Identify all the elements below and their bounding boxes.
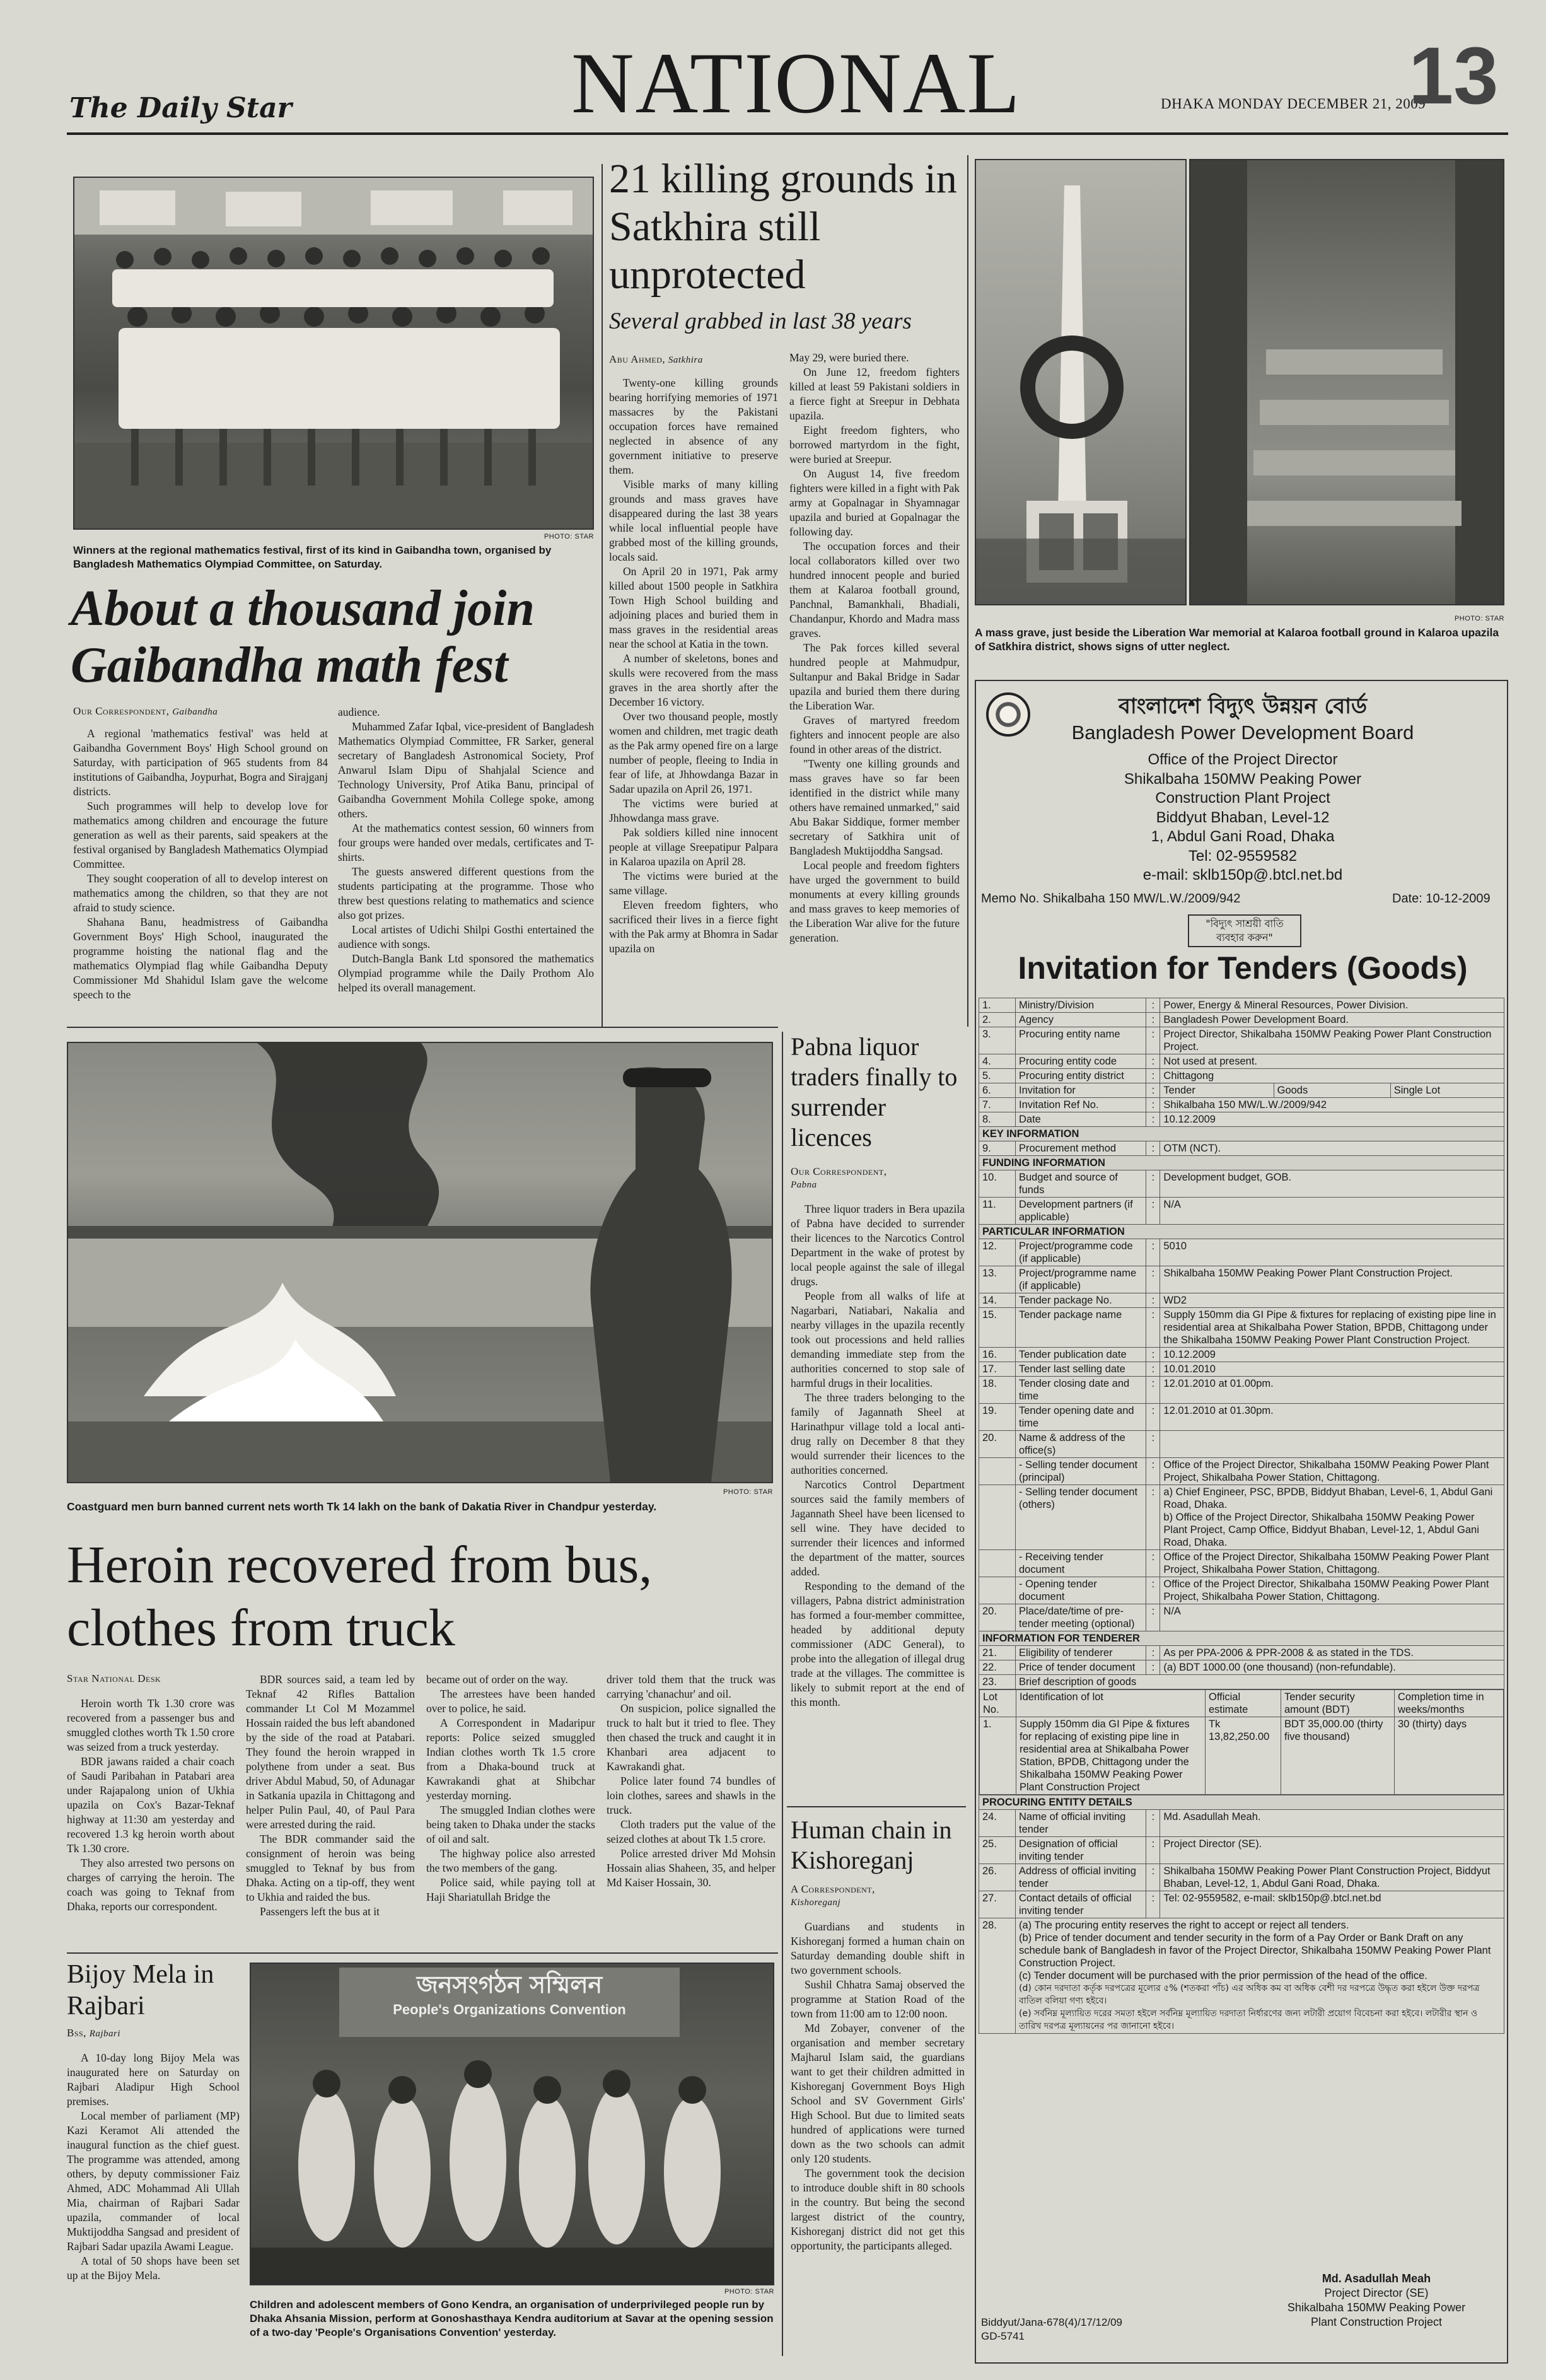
tender-row: 5. Procuring entity district : Chittagong <box>979 1069 1504 1083</box>
humanchain-headline: Human chain in Kishoreganj <box>791 1816 952 1874</box>
tender-row: 22. Price of tender document : (a) BDT 1000.00 (one thousand) (non-refundable). <box>979 1660 1504 1675</box>
dateline: DHAKA MONDAY DECEMBER 21, 2009 <box>1161 96 1426 112</box>
math-fest-photo <box>73 177 594 530</box>
tender-row: 15. Tender package name : Supply 150mm dia GI Pipe & fixtures for replacing of existing pipe line in residential area at Shikalbaha Power Station, BPDB, Chittagong under the Shikalbaha 150MW Peaking Power Plant Construction Project. <box>979 1308 1504 1348</box>
memorial-photo <box>975 159 1187 605</box>
tender-date: Date: 10-12-2009 <box>1392 892 1491 906</box>
humanchain-col: Guardians and students in Kishoreganj formed a human chain on Saturday demanding double shift in two government schools. Sushil Chhatra Samaj observed the programme at Station Road of the town from 11:00 am to 12:00 noon. Md Zobayer, convener of the organisation and member secretary Majharul Islam said, the guardians want to get their children admitted in Kishoreganj Government Boys High School and SV Government Girls' High School. But due to limited seats hundred of applications were turned down as the two schools can admit only 120 students. The government took the decision to introduce double shift in 80 schools in the country. But being the second largest district of the country, Kishoreganj district did not get this opportunity, the participants alleged. <box>791 1920 965 2252</box>
mass-grave-credit: PHOTO: STAR <box>1454 615 1504 622</box>
pabna-headline: Pabna liquor traders finally to surrender licences <box>791 1032 958 1152</box>
tender-row: 26. Address of official inviting tender : Shikalbaha 150MW Peaking Power Plant Construction Project, Biddyut Bhaban, Level-12, 1, Abdul Gani Road, Dhaka. <box>979 1864 1504 1891</box>
convention-credit: PHOTO: STAR <box>724 2288 774 2295</box>
heroin-col-3: became out of order on the way. The arrestees have been handed over to police, he said. A Correspondent in Madaripur reports: Police seized smuggled Indian clothes worth Tk 1.5 crore from a Dhaka-bound truck at Kawrakandi ghat at Shibchar yesterday morning. The smuggled Indian clothes were being taken to Dhaka under the stacks of oil and salt. The highway police also arrested the two members of the gang. Police said, while paying toll at Haji Shariatullah Bridge the <box>426 1673 595 1903</box>
humanchain-byline: A Correspondent, Kishoreganj <box>791 1883 875 1908</box>
math-headline <box>71 580 600 694</box>
tender-row: 3. Procuring entity name : Project Director, Shikalbaha 150MW Peaking Power Plant Construction Project. <box>979 1027 1504 1054</box>
tender-advert <box>975 680 1508 2364</box>
heroin-headline-line2: clothes from truck <box>67 1599 455 1657</box>
rule-col-divider-2 <box>967 155 968 1027</box>
tender-slogan: "বিদ্যুৎ সাশ্রয়ী বাতি ব্যবহার করুন" <box>1188 914 1301 947</box>
tender-table-wrap <box>979 998 1504 2034</box>
satkhira-subhead: Several grabbed in last 38 years <box>609 308 912 334</box>
tender-row: 11. Development partners (if applicable) : N/A <box>979 1198 1504 1225</box>
students-illustration <box>74 178 593 528</box>
tender-row: 9. Procurement method : OTM (NCT). <box>979 1141 1504 1156</box>
tender-table <box>979 998 1504 2034</box>
tender-memo: Memo No. Shikalbaha 150 MW/L.W./2009/942 <box>981 892 1241 906</box>
rule-math-bottom <box>67 1027 778 1028</box>
math-col-2: audience. Muhammed Zafar Iqbal, vice-president of Bangladesh Mathematics Olympiad Committee, FR Sarker, general secretary of Bangladesh Astronomical Society, Prof Anwarul Islam Dipu of Shahjalal Science and Technology University, Prof Atika Banu, principal of Gaibandha Government Mohila College spoke, among others. At the mathematics contest session, 60 winners from four groups were handed over medals, certificates and T-shirts. The guests answered different questions from the students participating at the programme. Those who threw best questions relating to mathematics and science also got prizes. Local artistes of Udichi Shilpi Gosthi entertained the audience with songs. Dutch-Bangla Bank Ltd sponsored the mathematics Olympiad programme while the Daily Prothom Alo helped its overall management. <box>338 706 594 994</box>
tender-org-bn: বাংলাদেশ বিদ্যুৎ উন্নয়ন বোর্ড <box>1118 694 1368 719</box>
mass-grave-photo <box>1189 159 1504 605</box>
sec-tenderer: INFORMATION FOR TENDERER <box>979 1631 1504 1646</box>
masthead <box>67 25 1508 132</box>
rule-col-divider-3 <box>782 1032 783 2356</box>
tender-row-6: 6. Invitation for : Tender Goods Single Lot <box>979 1083 1504 1098</box>
sec-part: PARTICULAR INFORMATION <box>979 1225 1504 1239</box>
tender-row: 20. Name & address of the office(s) : <box>979 1431 1504 1458</box>
tender-signer: Md. Asadullah Meah Project Director (SE) Shikalbaha 150MW Peaking Power Plant Construction Project <box>1287 2272 1466 2328</box>
mass-grave-caption: A mass grave, just beside the Liberation War memorial at Kalaroa football ground in Kalaroa upazila of Satkhira district, shows signs of utter neglect. <box>975 626 1499 653</box>
tender-row-23: 23. Brief description of goods <box>979 1675 1504 1689</box>
masthead-rule <box>67 132 1508 135</box>
satkhira-col-1: Twenty-one killing grounds bearing horrifying memories of 1971 massacres by the Pakistani occupation forces have remained neglected in absence of any government initiative to preserve them. Visible marks of many killing grounds and mass graves have disappeared during the last 38 years while local influential people have grabbed most of the killing grounds, locals said. On April 20 in 1971, Pak army killed about 1500 people in Satkhira Town High School building and adjoining places and buried them in mass graves in the residential areas near the school at Katia in the town. A number of skeletons, bones and skulls were recovered from the mass graves in the area shortly after the December 16 victory. Over two thousand people, mostly women and children, met tragic death as the Pak army opened fire on a large number of people, fleeing to India in fear of life, at Jhhowdanga Bazar in Sadar upazila on April 26, 1971. The victims were buried at Jhhowdanga mass grave. Pak soldiers killed nine innocent people at village Sreepatipur Palpara in Kalaroa upazila on April 28. The victims were buried at the same village. Eleven freedom fighters, who sacrificed their lives in a fierce fight with the Pak army at Bhomra in Sadar upazila on <box>609 376 778 955</box>
convention-banner-en: People's Organizations Convention <box>393 2002 626 2017</box>
dancers-illustration <box>251 2039 773 2284</box>
math-byline: Our Correspondent, Gaibandha <box>73 705 218 717</box>
tender-row: 7. Invitation Ref No. : Shikalbaha 150 MW/L.W./2009/942 <box>979 1098 1504 1112</box>
tender-row: - Selling tender document (principal) : Office of the Project Director, Shikalbaha 150MW Peaking Power Plant Project, Shikalbaha Power Station, Chittagong. <box>979 1458 1504 1485</box>
satkhira-headline: 21 killing grounds in Satkhira still unprotected <box>609 156 957 298</box>
tender-gd: Biddyut/Jana-678(4)/17/12/09 GD-5741 <box>981 2316 1122 2342</box>
tender-org-en: Bangladesh Power Development Board <box>1071 721 1414 744</box>
section-title: NATIONAL <box>571 35 1021 131</box>
rule-heroin-bottom <box>67 1952 778 1954</box>
tender-address: Office of the Project Director Shikalbaha 150MW Peaking Power Construction Plant Project Biddyut Bhaban, Level-12 1, Abdul Gani Road, Dhaka Tel: 02-9559582 e-mail: sklb150p@.btcl.net.bd <box>1124 751 1362 884</box>
tender-row: 18. Tender closing date and time : 12.01.2010 at 01.00pm. <box>979 1377 1504 1404</box>
satkhira-byline: Abu Ahmed, Satkhira <box>609 353 703 365</box>
tender-row: 20. Place/date/time of pre-tender meeting (optional) : N/A <box>979 1604 1504 1631</box>
tender-row-28: 28. (a) The procuring entity reserves the right to accept or reject all tenders. (b) Price of tender document and tender security in the form of a Pay Order or Bank Draft on any schedule bank of Bangladesh in favor of the Project Director, Shikalbaha 150MW Peaking Power Plant Construction Project. (c) Tender document will be purchased with the prior permission of the head of the office. (d) কোন দরদাতা কর্তৃক দরপত্রের মূল্যের ৫% (শতকরা পাঁচ) এর অধিক কম বা অধিক বেশী দর দরপত্রে উদ্ধৃত করা হইলে উক্ত দরপত্র বাতিল বলিয়া গণ্য হইবে। (e) সর্বনিম্ন মূল্যায়িত দরের সমতা হইলে সর্বনিম্ন মূল্যায়িত দরদাতা নির্ধারণের জন্য লটারী প্রয়োগ বিবেচনা করা হইবে। লটারীর স্থান ও তারিখ দরপত্র মূল্যায়নের পর জানানো হইবে। <box>979 1918 1504 2034</box>
bijoy-col: A 10-day long Bijoy Mela was inaugurated here on Saturday on Rajbari Aladipur High School premises. Local member of parliament (MP) Kazi Keramot Ali attended the inaugural function as the chief guest. The programme was attended, among others, by deputy commissioner Faiz Ahmed, ADC Mohammad Ali Ullah Mia, chairman of Rajbari Sadar upazila, commander of local Muktijoddha Sangsad and president of Rajbari Sadar upazila Awami League. A total of 50 shops have been set up at the Bijoy Mela. <box>67 2051 240 2282</box>
tender-row: - Receiving tender document : Office of the Project Director, Shikalbaha 150MW Peaking Power Plant Project, Shikalbaha Power Station, Chittagong. <box>979 1550 1504 1577</box>
heroin-col-4: driver told them that the truck was carrying 'chanachur' and oil. On suspicion, police signalled the truck to halt but it tried to flee. They then chased the truck and caught it in Khanbari area adjacent to Kawrakandi ghat. Police later found 74 bundles of loin clothes, sarees and shawls in the truck. Cloth traders put the value of the seized clothes at about Tk 1.5 crore. Police arrested driver Md Mohsin Hossain alias Shaheen, 35, and helper Md Kaiser Hossain, 30. <box>607 1673 776 1889</box>
tender-row: 13. Project/programme name (if applicable) : Shikalbaha 150MW Peaking Power Plant Construction Project. <box>979 1266 1504 1293</box>
coastguard-photo <box>67 1042 773 1483</box>
convention-caption: Children and adolescent members of Gono Kendra, an organisation of underprivileged people run by Dhaka Ahsania Mission, perform at Gonoshasthaya Kendra auditorium at Savar at the opening session of a two-day 'People's Organisations Convention' yesterday. <box>250 2299 774 2338</box>
rule-col-divider-1 <box>602 164 603 1027</box>
memorial-illustration <box>976 160 1185 604</box>
convention-photo <box>250 1963 774 2285</box>
math-photo-credit: PHOTO: STAR <box>543 533 594 540</box>
sec-entity: PROCURING ENTITY DETAILS <box>979 1795 1504 1810</box>
pabna-col: Three liquor traders in Bera upazila of Pabna have decided to surrender their licences to the Narcotics Control Department in the wake of protest by local people against the sale of illegal drugs. People from all walks of life at Nagarbari, Natiabari, Nakalia and nearby villages in the upazila recently took out processions and held rallies demanding immediate step from the authorities concerned to stop sale of harmful drugs in their localities. The three traders belonging to the family of Jagannath Sheel at Harinathpur village told a local anti-drug rally on December 8 that they would surrender their licences to the authorities concerned. Narcotics Control Department sources said the family members of Jagannath Sheel have been licensed to sell wine. They have decided to surrender their licences and informed the department of the matter, sources added. Responding to the demand of the villagers, Pabna district administration has formed a four-member committee, headed by additional deputy commissioner (ADC General), to probe into the allegation of illegal drug trade at the villages. The committee is likely to submit report at the end of this month. <box>791 1203 965 1708</box>
tender-row: - Opening tender document : Office of the Project Director, Shikalbaha 150MW Peaking Power Plant Project, Shikalbaha Power Station, Chittagong. <box>979 1577 1504 1604</box>
tender-row: 27. Contact details of official inviting tender : Tel: 02-9559582, e-mail: sklb150p@.btcl.net.bd <box>979 1891 1504 1918</box>
tender-row: 17. Tender last selling date : 10.01.2010 <box>979 1362 1504 1377</box>
tender-row: - Selling tender document (others) : a) Chief Engineer, PSC, BPDB, Biddyut Bhaban, Level-6, 1, Abdul Gani Road, Dhaka. b) Office of the Project Director, Shikalbaha 150MW Peaking Power Plant Project, Camp Office, Biddyut Bhaban, Level-12, 1, Abdul Gani Road, Dhaka. <box>979 1485 1504 1550</box>
tender-row: 21. Eligibility of tenderer : As per PPA-2006 & PPR-2008 & as stated in the TDS. <box>979 1646 1504 1660</box>
tender-row: 2. Agency : Bangladesh Power Development Board. <box>979 1013 1504 1027</box>
convention-banner <box>339 1968 680 2037</box>
math-headline-line2: Gaibandha math fest <box>71 638 508 693</box>
heroin-headline-line1: Heroin recovered from bus, <box>67 1536 653 1594</box>
coastguard-credit: PHOTO: STAR <box>723 1488 773 1496</box>
heroin-byline: Star National Desk <box>67 1672 161 1684</box>
neglected-grave-illustration <box>1190 160 1503 604</box>
rule-pabna-bottom <box>787 1806 966 1807</box>
burning-nets-illustration <box>68 1043 772 1482</box>
tender-row: 25. Designation of official inviting tender : Project Director (SE). <box>979 1837 1504 1864</box>
tender-row: 16. Tender publication date : 10.12.2009 <box>979 1348 1504 1362</box>
bijoy-byline: Bss, Rajbari <box>67 2027 121 2039</box>
lot-table: Lot No. Identification of lot Official estimate Tender security amount (BDT) Completion time in weeks/months 1. Supply 150mm dia GI Pipe & fixtures for replacing of existing pipe line in residential area at Shikalbaha Power Station, BPDB, Chittagong under the Shikalbaha 150MW Peaking Power Plant Construction Project Tk 13,82,250.00 BDT 35,000.00 (thirty five thousand) 30 (thirty) days <box>979 1689 1504 1795</box>
pabna-byline: Our Correspondent, Pabna <box>791 1165 887 1190</box>
tender-row: 4. Procuring entity code : Not used at present. <box>979 1054 1504 1069</box>
tender-row: 10. Budget and source of funds : Development budget, GOB. <box>979 1170 1504 1198</box>
satkhira-col-2: May 29, were buried there. On June 12, freedom fighters killed at least 59 Pakistani soldiers in a fierce fight at Sreepur in Debhata upazila. Eight freedom fighters, who borrowed martyrdom in the fight, were buried at Sreepur. On August 14, five freedom fighters were killed in a fight with Pak army at Gopalnagar in Shyamnagar upazila and buried at Gopalnagar the following day. The occupation forces and their local collaborators killed over two hundred innocent people and buried them at Kalaroa football ground, Panchnal, Bamankhali, Bhadiali, Chandanpur, Khordo and Madra mass graves. The Pak forces killed several hundred people at Mahmudpur, Sultanpur and Bakal Bridge in Sadar upazila and buried them there during the Liberation War. Graves of martyred freedom fighters and innocent people are also found in other areas of the district. "Twenty one killing grounds and mass graves have so far been identified in the district while many others have remained unmarked," said Abu Bakar Siddique, former member secretary of Satkhira unit of Bangladesh Muktijoddha Sangsad. Local people and freedom fighters have urged the government to build monuments at every killing grounds and mass graves to keep memories of the Liberation War alive for the future generation. <box>789 351 960 944</box>
tender-row: 12. Project/programme code (if applicable) : 5010 <box>979 1239 1504 1266</box>
page-number: 13 <box>1409 31 1499 121</box>
heroin-headline <box>67 1534 778 1660</box>
sec-key: KEY INFORMATION <box>979 1127 1504 1141</box>
tender-title: Invitation for Tenders (Goods) <box>1018 950 1468 986</box>
bijoy-headline: Bijoy Mela in Rajbari <box>67 1960 214 2021</box>
tender-row: 19. Tender opening date and time : 12.01.2010 at 01.30pm. <box>979 1404 1504 1431</box>
heroin-col-1: Heroin worth Tk 1.30 crore was recovered from a passenger bus and smuggled clothes worth Tk 1.50 crore was seized from a truck yesterday. BDR jawans raided a chair coach of Saudi Paribahan in Patabari area under Rajapalong union of Ukhia upazila on Cox's Bazar-Teknaf highway at 11:30 am yesterday and recovered 1.3 kg heroin worth about Tk 1.30 crore. They also arrested two persons on charges of carrying the heroin. The coach was going to Teknaf from Dhaka, reports our correspondent. <box>67 1697 235 1913</box>
math-headline-line1: About a thousand join <box>71 581 535 636</box>
sec-fund: FUNDING INFORMATION <box>979 1156 1504 1170</box>
tender-row: 1. Ministry/Division : Power, Energy & Mineral Resources, Power Division. <box>979 998 1504 1013</box>
paper-name: The Daily Star <box>69 92 292 124</box>
tender-row: 14. Tender package No. : WD2 <box>979 1293 1504 1308</box>
tender-row: 8. Date : 10.12.2009 <box>979 1112 1504 1127</box>
tender-row: 24. Name of official inviting tender : Md. Asadullah Meah. <box>979 1810 1504 1837</box>
math-col-1: A regional 'mathematics festival' was held at Gaibandha Government Boys' High School ground on Saturday, with participation of 965 students from 84 institutions of Gaibandha, Joypurhat, Bogra and Sirajganj districts. Such programmes will help to develop love for mathematics among children and encourage the future generation as well as their parents, said speakers at the festival organised by Bangladesh Mathematics Olympiad Committee. They sought cooperation of all to develop interest on mathematics among the children, so that they are not afraid to study science. Shahana Banu, headmistress of Gaibandha Government Boys' High School, inaugurated the programme hoisting the national flag and the mathematics Olympiad flag while Gaibandha Deputy Commissioner Md Shahidul Islam gave the welcome speech to the <box>73 727 328 1001</box>
convention-banner-bn: জনসংগঠন সম্মিলন <box>416 1971 603 1998</box>
heroin-col-2: BDR sources said, a team led by Teknaf 42 Rifles Battalion commander Lt Col M Mozammel Hossain raided the bus left abandoned by the side of the road at Patabari. They found the heroin wrapped in polythene from under a seat. Bus driver Abdul Mabud, 50, of Adunagar in Satkania upazila in Chittagong and helper Pulin Paul, 40, of Paul Para were arrested during the raid. The BDR commander said the consignment of heroin was being smuggled to Teknaf by bus from Dhaka. Acting on a tip-off, they went to Ukhia and raided the bus. Passengers left the bus at it <box>246 1673 415 1918</box>
lot-table-row <box>979 1689 1504 1795</box>
coastguard-caption: Coastguard men burn banned current nets worth Tk 14 lakh on the bank of Dakatia River in Chandpur yesterday. <box>67 1500 657 1513</box>
math-photo-caption: Winners at the regional mathematics festival, first of its kind in Gaibandha town, organised by Bangladesh Mathematics Olympiad Committee, on Saturday. <box>73 544 552 570</box>
